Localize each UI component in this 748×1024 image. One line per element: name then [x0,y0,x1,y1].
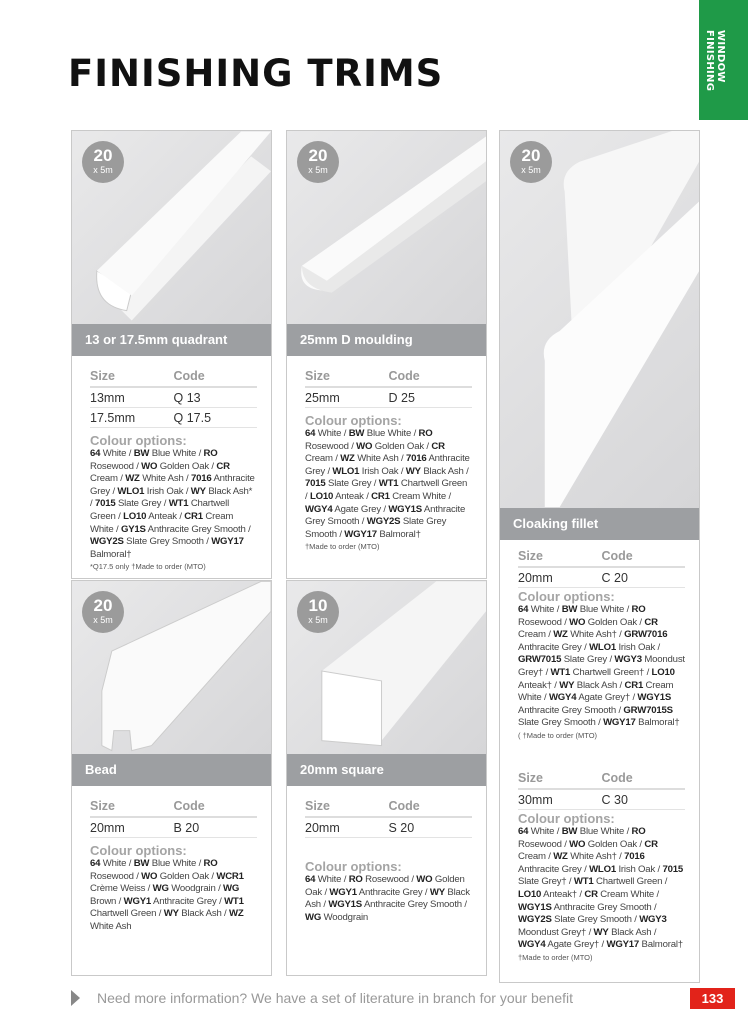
colour-code: WCR1 [216,870,244,882]
colour-code: WGY1S [518,901,552,913]
colour-code: WT1 [550,666,571,678]
colour-code: RO [203,858,218,869]
colour-name: Slate Grey [563,654,608,666]
product-card-d-moulding [286,130,487,579]
colour-code: RO [631,604,646,615]
colour-code: CR [216,460,230,472]
column-header: Code [389,367,473,387]
colour-code: LO10 [123,510,147,522]
colour-code: LO10 [518,888,542,900]
colour-code: WGY1 [329,886,357,898]
column-header: Code [389,797,473,817]
colour-name: Anthracite Grey [358,886,423,898]
colour-code: WGY4 [305,503,333,515]
size-code-table [90,797,257,838]
code-cell: Q 17.5 [174,408,258,428]
colour-code: WT1 [168,498,189,510]
pack-quantity-badge: 10 x 5m [297,591,339,633]
colour-name: Black Ash [423,465,464,477]
colour-options-list: 64 White / BW Blue White / RO Rosewood / WO Golden Oak / WCR1 Crème Weiss / WG Woodgrain / WG Brown / WGY1 Anthracite Grey / WT1 Chartwell Green / WY Black Ash / WZ White Ash [90,858,244,932]
colour-code: WY [593,926,609,938]
size-code-table [518,769,685,810]
table-row [90,408,257,428]
colour-code: CR [644,616,658,628]
product-name: 13 or 17.5mm quadrant [72,324,271,356]
colour-name: Blue White [366,428,412,439]
size-cell: 30mm [518,789,602,810]
colour-name: Rosewood [90,870,134,882]
colour-code: WT1 [573,876,594,888]
colour-code: WZ [125,473,140,485]
column-header: Code [602,769,686,789]
code-cell: Q 13 [174,387,258,408]
colour-name: Agate Grey† [547,939,600,951]
colour-name: Chartwell Green [90,908,157,920]
colour-code: 64 [518,826,529,837]
colour-code: WGY2S [90,536,124,548]
colour-code: LO10 [309,490,334,502]
section-tab-label: WINDOW FINISHING [704,30,726,92]
column-header: Size [518,769,602,789]
colour-name: White Ash [142,473,184,485]
colour-name: Anthracite Grey [518,863,582,875]
colour-code: GRW7015S [623,704,673,716]
colour-code: BW [348,428,365,439]
colour-code: WY [163,908,179,920]
colour-name: Anthracite Grey Smooth [147,523,246,535]
colour-name: Rosewood [365,874,409,885]
colour-name: Slate Grey Smooth [518,717,596,729]
colour-name: Irish Oak [618,863,656,875]
colour-name: Black Ash [576,679,618,691]
table-row [305,387,472,408]
colour-code: 64 [518,604,529,615]
colour-options-list: 64 White / BW Blue White / RO Rosewood / WO Golden Oak / CR Cream / WZ White Ash / 7016 Anthracite Grey / WLO1 Irish Oak / WY Black Ash* / 7015 Slate Grey / WT1 Chartwell Green / LO10 Anteak / CR1 Cream White / GY1S Anthracite Grey Smooth / WGY2S Slate Grey Smooth / WGY17 Balmoral† [90,448,255,560]
product-card-cloaking-fillet [499,130,700,983]
colour-code: WLO1 [589,863,616,875]
colour-code: BW [561,826,578,837]
colour-name: Slate Grey [117,498,162,510]
colour-code: WO [569,838,586,850]
colour-code: CR1 [184,510,203,522]
colour-code: WO [141,460,158,472]
colour-name: Black Ash [305,886,470,911]
colour-name: Irish Oak [146,485,184,497]
colour-code: 7015 [662,863,683,875]
colour-options-title: Colour options: [305,859,402,874]
colour-code: RO [418,428,433,439]
colour-name: Chartwell Green [400,478,468,490]
colour-code: WO [416,874,433,885]
column-header: Size [518,547,602,567]
section-tab[interactable] [699,0,748,120]
colour-name: Golden Oak [374,440,424,452]
colour-code: WO [356,440,373,452]
colour-code: 64 [90,448,101,459]
colour-name: Anthracite Grey Smooth [518,704,616,716]
colour-name: Cream White [392,490,446,502]
footnote: *Q17.5 only †Made to order (MTO) [90,562,206,572]
size-cell: 20mm [305,817,389,838]
colour-name: Balmoral† [90,548,132,560]
size-cell: 17.5mm [90,408,174,428]
colour-code: WY [559,679,575,691]
colour-name: Golden Oak [587,838,637,850]
colour-code: WLO1 [332,465,360,477]
colour-code: GY1S [120,523,146,535]
product-image [500,131,699,508]
colour-name: Chartwell Green [596,876,663,888]
colour-code: RO [348,874,363,885]
column-header: Size [305,797,389,817]
colour-code: GRW7016 [624,629,668,641]
colour-name: Chartwell Green† [572,666,645,678]
colour-code: RO [203,448,218,459]
size-code-table [90,367,257,428]
product-name: 20mm square [287,754,486,786]
colour-name: Moondust Grey† [518,654,685,678]
colour-code: WG [305,911,322,923]
colour-name: Slate Grey Smooth [554,914,632,926]
colour-code: WGY2S [366,516,401,528]
column-header: Size [305,367,389,387]
colour-name: Anthracite Grey [153,895,217,907]
colour-code: WGY17 [606,939,640,951]
colour-code: WGY4 [548,692,577,704]
colour-name: White Ash [357,453,399,465]
colour-code: WG [152,883,169,895]
colour-code: WZ [553,629,568,641]
table-row [518,567,685,588]
colour-name: Anthracite Grey [305,453,470,477]
colour-code: WZ [340,453,355,465]
colour-name: Slate Grey Smooth [126,536,204,548]
column-header: Size [90,797,174,817]
product-card-bead [71,580,272,976]
colour-name: Woodgrain [171,883,216,895]
size-cell: 20mm [518,567,602,588]
colour-code: WY [405,465,421,477]
colour-name: Golden Oak [587,616,637,628]
pack-quantity-badge: 20 x 5m [297,141,339,183]
product-image [72,131,271,324]
colour-name: Cream White [518,679,674,704]
colour-name: White [317,428,342,439]
footnote: †Made to order (MTO) [305,542,380,552]
colour-name: Brown [90,895,117,907]
colour-options-title: Colour options: [305,413,402,428]
colour-name: Anthracite Grey Smooth [553,901,652,913]
colour-code: 64 [305,874,316,885]
colour-name: White [530,826,555,837]
colour-code: WGY1S [388,503,422,515]
size-code-table [305,797,472,838]
colour-name: Anthracite Grey [518,641,582,653]
colour-options-title: Colour options: [518,811,615,826]
colour-options-title: Colour options: [518,589,615,604]
colour-name: Anteak† [518,679,552,691]
colour-code: 64 [90,858,101,869]
colour-code: WGY1S [637,692,672,704]
product-card-square [286,580,487,976]
colour-name: Agate Grey [334,503,381,515]
product-name: 25mm D moulding [287,324,486,356]
colour-name: Rosewood [518,616,562,628]
colour-code: BW [561,604,578,615]
colour-code: CR1 [624,679,644,691]
colour-options-list: 64 White / BW Blue White / RO Rosewood / WO Golden Oak / CR Cream / WZ White Ash† / 7016 Anthracite Grey / WLO1 Irish Oak / 7015 Slate Grey† / WT1 Chartwell Green / LO10 Anteak† / CR Cream White / WGY1S Anthracite Grey Smooth / WGY2S Slate Grey Smooth / WGY3 Moondust Grey† / WY Black Ash / WGY4 Agate Grey† / WGY17 Balmoral† [518,826,683,951]
colour-name: Cream [518,851,546,863]
column-header: Code [174,797,258,817]
colour-name: Anteak [148,510,177,522]
colour-name: White [102,858,127,869]
colour-code: BW [133,448,150,459]
colour-code: 7015 [305,478,326,490]
colour-name: Black Ash [611,926,652,938]
code-cell: C 30 [602,789,686,810]
colour-code: WGY3 [614,654,642,666]
colour-code: 64 [305,428,316,439]
colour-name: Balmoral† [379,528,421,540]
colour-name: Moondust Grey† [518,926,587,938]
colour-name: Cream [518,629,546,641]
colour-name: White Ash† [570,851,617,863]
colour-name: Cream [305,453,333,465]
colour-name: Black Ash [181,908,222,920]
colour-name: Rosewood [518,838,562,850]
colour-code: 7016 [405,453,427,465]
colour-name: Golden Oak [159,870,209,882]
colour-name: Cream White [600,888,655,900]
colour-name: Anteak† [543,888,577,900]
colour-code: WZ [553,851,568,863]
table-row [90,387,257,408]
colour-code: 7016 [190,473,212,485]
colour-options-list: 64 White / BW Blue White / RO Rosewood / WO Golden Oak / CR Cream / WZ White Ash / 7016 Anthracite Grey / WLO1 Irish Oak / WY Black Ash / 7015 Slate Grey / WT1 Chartwell Green / LO10 Anteak / CR1 Cream White / WGY4 Agate Grey / WGY1S Anthracite Grey Smooth / WGY2S Slate Grey Smooth / WGY17 Balmoral† [305,428,470,540]
table-row [90,817,257,838]
column-header: Size [90,367,174,387]
code-cell: S 20 [389,817,473,838]
size-cell: 13mm [90,387,174,408]
colour-code: WZ [229,908,244,920]
colour-code: BW [133,858,150,869]
colour-name: Agate Grey† [578,692,630,704]
footer-text: Need more information? We have a set of literature in branch for your benefit [97,990,573,1006]
colour-name: Crème Weiss [90,883,146,895]
colour-code: RO [631,826,646,837]
footnote: ( †Made to order (MTO) [518,730,598,740]
colour-options-list: 64 White / RO Rosewood / WO Golden Oak / WGY1 Anthracite Grey / WY Black Ash / WGY1S Anthracite Grey Smooth / WG Woodgrain [305,874,470,923]
colour-name: White Ash [90,920,132,932]
colour-code: 7016 [624,851,645,863]
size-code-table [518,547,685,588]
colour-name: Woodgrain [323,911,369,923]
colour-code: LO10 [651,666,675,678]
colour-name: Chartwell Green [90,498,229,522]
colour-name: White Ash† [570,629,617,641]
product-image [72,581,271,754]
page-title: FINISHING TRIMS [68,52,444,95]
code-cell: C 20 [602,567,686,588]
colour-code: CR [644,838,658,850]
colour-code: WGY2S [518,914,552,926]
colour-name: Anthracite Grey [90,473,255,497]
colour-code: 7015 [94,498,116,510]
size-code-table [305,367,472,408]
product-name: Cloaking fillet [500,508,699,540]
footnote: †Made to order (MTO) [518,952,593,962]
colour-code: WY [190,485,206,497]
colour-name: Golden Oak [305,874,465,898]
colour-name: Black Ash* [208,485,253,497]
colour-name: Slate Grey Smooth [305,516,447,540]
colour-name: Irish Oak [361,465,399,477]
table-row [518,789,685,810]
column-header: Code [174,367,258,387]
colour-name: White [530,604,555,615]
colour-name: Blue White [579,604,625,615]
colour-code: WGY17 [211,536,244,548]
colour-code: WGY17 [344,528,377,540]
colour-code: WGY4 [518,939,546,951]
pack-quantity-badge: 20 x 5m [82,591,124,633]
code-cell: D 25 [389,387,473,408]
colour-code: GRW7015 [518,654,562,666]
colour-code: WG [223,883,240,895]
colour-name: White [102,448,127,459]
pack-quantity-badge: 20 x 5m [82,141,124,183]
colour-name: Slate Grey [328,478,372,490]
colour-name: Anteak [335,490,364,502]
colour-name: Cream [90,473,118,485]
size-cell: 25mm [305,387,389,408]
colour-name: Balmoral† [641,939,683,951]
pack-quantity-badge: 20 x 5m [510,141,552,183]
colour-name: Rosewood [90,460,134,472]
colour-code: WGY1S [328,899,362,911]
colour-name: Irish Oak [618,641,656,653]
product-image [287,131,486,324]
colour-code: WLO1 [589,641,616,653]
column-header: Code [602,547,686,567]
colour-options-list: 64 White / BW Blue White / RO Rosewood / WO Golden Oak / CR Cream / WZ White Ash† / GRW7016 Anthracite Grey / WLO1 Irish Oak / GRW7015 Slate Grey / WGY3 Moondust Grey† / WT1 Chartwell Green† / LO10 Anteak† / WY Black Ash / CR1 Cream White / WGY4 Agate Grey† / WGY1S Anthracite Grey Smooth / GRW7015S Slate Grey Smooth / WGY17 Balmoral† [518,604,685,729]
colour-options-title: Colour options: [90,433,187,448]
colour-name: Balmoral† [638,717,680,729]
colour-code: WT1 [378,478,399,490]
page-number: 133 [690,988,735,1009]
colour-code: WGY3 [639,914,667,926]
colour-name: Anthracite Grey Smooth [305,503,466,528]
colour-code: WLO1 [117,485,145,497]
colour-name: Slate Grey† [518,876,567,888]
product-name: Bead [72,754,271,786]
arrow-right-icon [71,990,80,1006]
table-row [305,817,472,838]
colour-name: Blue White [151,858,197,869]
colour-code: CR1 [371,490,390,502]
colour-name: Blue White [579,826,625,837]
product-image [287,581,486,754]
colour-code: WY [429,886,445,898]
colour-name: Anthracite Grey Smooth [363,899,462,911]
colour-code: WO [569,616,586,628]
colour-name: Golden Oak [159,460,209,472]
colour-name: Cream White [90,510,234,535]
code-cell: B 20 [174,817,258,838]
colour-name: Rosewood [305,440,349,452]
colour-code: WT1 [224,895,244,907]
product-card-quadrant [71,130,272,579]
colour-code: WGY1 [123,895,152,907]
colour-code: CR [584,888,598,900]
colour-code: WO [141,870,158,882]
colour-name: White [317,874,342,885]
colour-code: WGY17 [603,717,636,729]
size-cell: 20mm [90,817,174,838]
colour-name: Blue White [151,448,197,459]
colour-options-title: Colour options: [90,843,187,858]
colour-code: CR [431,440,445,452]
